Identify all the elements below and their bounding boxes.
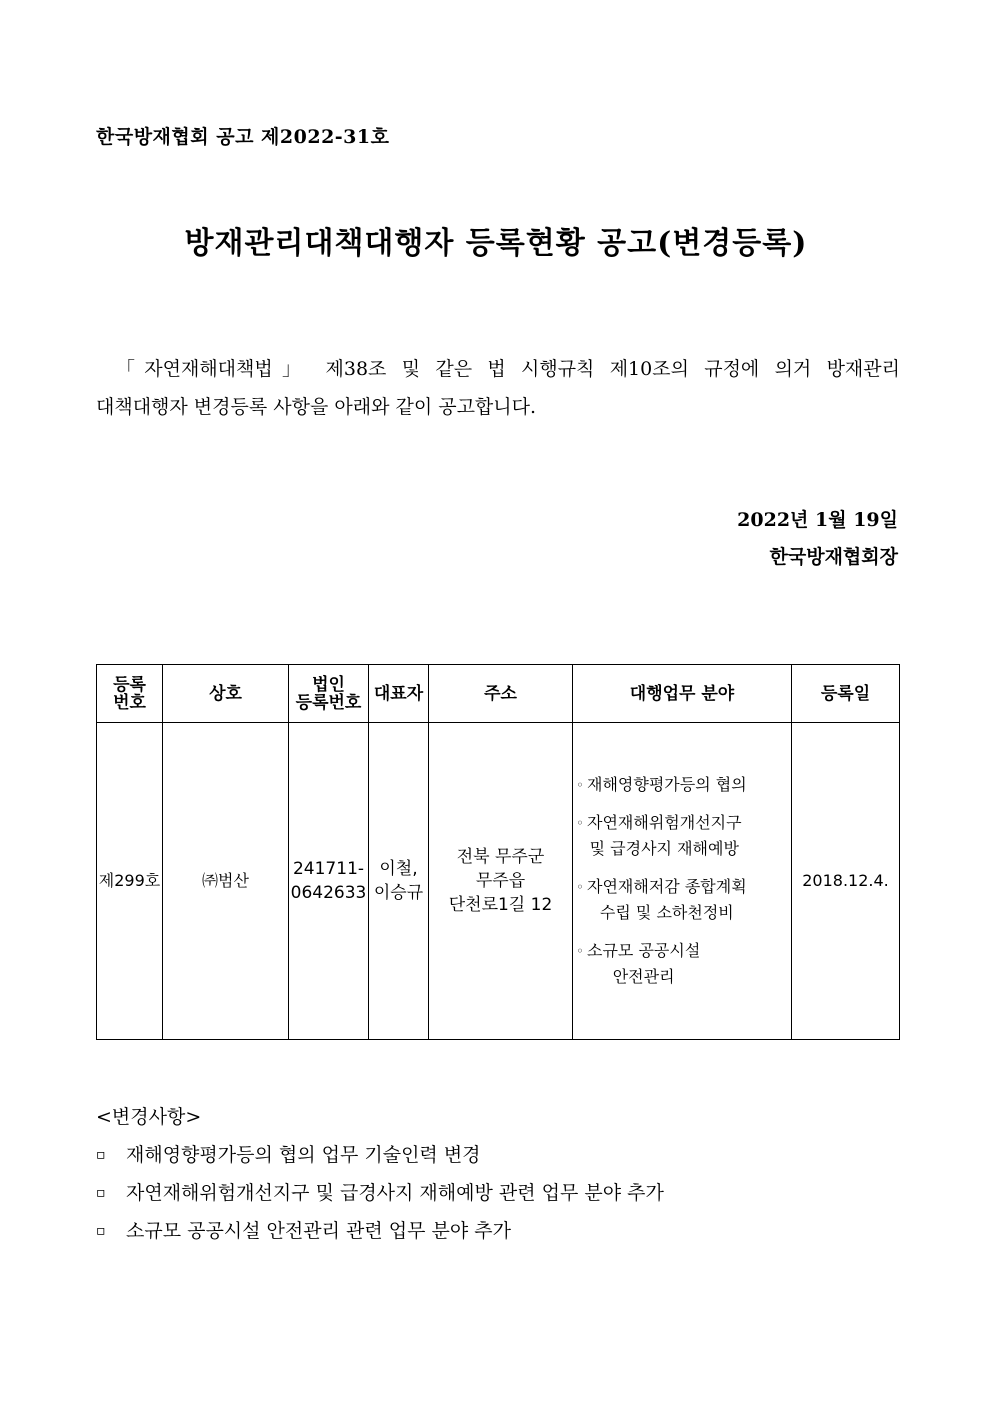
bullet-icon: ◦: [576, 944, 584, 958]
registration-table: [96, 664, 900, 1040]
header-reg-no: [97, 665, 163, 723]
field-item: [573, 874, 791, 926]
field-line: 및 급경사지 재해예방: [589, 839, 739, 858]
header-reg-date: 등록일: [792, 665, 900, 723]
field-line: 수립 및 소하천정비: [599, 903, 734, 922]
field-line: 소규모 공공시설: [587, 941, 701, 960]
list-item: [96, 1178, 664, 1216]
change-text: 재해영향평가등의 협의 업무 기술인력 변경: [126, 1144, 481, 1166]
field-text: [587, 772, 747, 798]
square-bullet-icon: ▫: [96, 1147, 106, 1163]
field-line: 자연재해저감 종합계획: [587, 877, 747, 896]
header-corp-no: [289, 665, 369, 723]
field-line: 자연재해위험개선지구: [587, 813, 742, 832]
notice-date: 2022년 1월 19일: [737, 509, 898, 531]
field-text: [587, 874, 747, 926]
cell-address-line3: 단천로1길 12: [448, 895, 553, 915]
header-address: 주소: [429, 665, 573, 723]
list-item: [96, 1140, 664, 1178]
field-line: 재해영향평가등의 협의: [587, 775, 747, 794]
cell-reg-date: 2018.12.4.: [792, 723, 900, 1040]
square-bullet-icon: ▫: [96, 1223, 106, 1239]
cell-rep-line1: 이철,: [379, 859, 418, 879]
notice-body: [96, 350, 900, 426]
cell-business-fields: [573, 723, 792, 1040]
bullet-icon: ◦: [576, 778, 584, 792]
header-reg-no-line1: 등록: [113, 674, 146, 695]
header-corp-no-line1: 법인: [312, 674, 345, 695]
changes-heading: <변경사항>: [96, 1106, 202, 1128]
cell-address: [429, 723, 573, 1040]
cell-representative: [369, 723, 429, 1040]
field-item: [573, 938, 791, 990]
field-item: [573, 772, 791, 798]
cell-address-line1: 전북 무주군: [456, 847, 545, 867]
cell-address-line2: 무주읍: [475, 871, 526, 891]
notice-body-line1: 「자연재해대책법」 제38조 및 같은 법 시행규칙 제10조의 규정에 의거 방재관리: [116, 358, 900, 380]
square-bullet-icon: ▫: [96, 1185, 106, 1201]
change-text: 소규모 공공시설 안전관리 관련 업무 분야 추가: [126, 1220, 511, 1242]
notice-number: 한국방재협회 공고 제2022-31호: [96, 126, 390, 148]
header-company: 상호: [163, 665, 289, 723]
changes-list: [96, 1140, 664, 1254]
field-text: [587, 810, 742, 862]
cell-corp-no: [289, 723, 369, 1040]
page-title: 방재관리대책대행자 등록현황 공고(변경등록): [184, 226, 808, 261]
issuer-name: 한국방재협회장: [769, 546, 898, 568]
cell-company: ㈜범산: [163, 723, 289, 1040]
notice-body-line2: 대책대행자 변경등록 사항을 아래와 같이 공고합니다.: [96, 396, 537, 418]
table-row: [97, 723, 900, 1040]
field-line: 안전관리: [612, 967, 675, 986]
cell-reg-no: 제299호: [97, 723, 163, 1040]
header-reg-no-line2: 번호: [113, 692, 146, 713]
header-representative: 대표자: [369, 665, 429, 723]
field-item: [573, 810, 791, 862]
bullet-icon: ◦: [576, 816, 584, 830]
header-corp-no-line2: 등록번호: [295, 692, 362, 713]
header-business-fields: 대행업무 분야: [573, 665, 792, 723]
table-header-row: [97, 665, 900, 723]
cell-corp-no-line1: 241711-: [292, 859, 365, 879]
bullet-icon: ◦: [576, 880, 584, 894]
cell-rep-line2: 이승규: [373, 883, 424, 903]
cell-corp-no-line2: 0642633: [290, 883, 367, 903]
field-text: [587, 938, 700, 990]
change-text: 자연재해위험개선지구 및 급경사지 재해예방 관련 업무 분야 추가: [126, 1182, 664, 1204]
list-item: [96, 1216, 664, 1254]
